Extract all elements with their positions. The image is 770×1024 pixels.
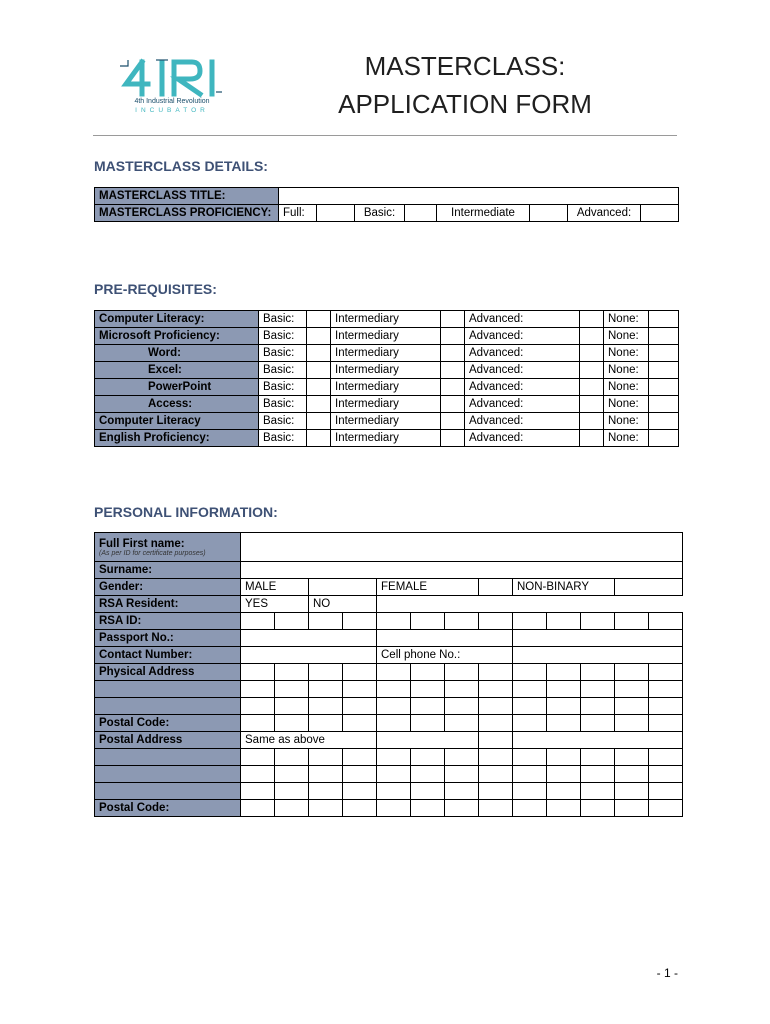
option-basic-label: Basic: xyxy=(355,205,405,222)
prereq-level-label: Advanced: xyxy=(465,396,580,413)
rsa-id-digit-box[interactable] xyxy=(309,613,343,630)
rsa-id-digit-box[interactable] xyxy=(411,613,445,630)
postal-code-box[interactable] xyxy=(513,715,547,732)
postal-code-box[interactable] xyxy=(547,800,581,817)
postal-code-box[interactable] xyxy=(377,715,411,732)
address-char-box[interactable] xyxy=(547,766,581,783)
prereq-row-label: Access: xyxy=(95,396,259,413)
prereq-level-box[interactable] xyxy=(441,345,465,362)
address-char-box[interactable] xyxy=(547,698,581,715)
address-char-box[interactable] xyxy=(445,681,479,698)
same-as-above-label: Same as above xyxy=(241,732,377,749)
contact-number-field[interactable] xyxy=(241,647,377,664)
prereq-level-box[interactable] xyxy=(441,311,465,328)
prereq-row-label: Computer Literacy xyxy=(95,413,259,430)
address-char-box[interactable] xyxy=(547,749,581,766)
resident-no-label: NO xyxy=(309,596,377,613)
address-char-box[interactable] xyxy=(649,749,683,766)
address-char-box[interactable] xyxy=(479,783,513,800)
prereq-level-box[interactable] xyxy=(649,396,679,413)
prereq-level-label: None: xyxy=(604,379,649,396)
address-char-box[interactable] xyxy=(241,783,275,800)
address-char-box[interactable] xyxy=(377,698,411,715)
passport-field-2[interactable] xyxy=(377,630,513,647)
personal-row xyxy=(95,800,683,817)
rsa-id-digit-box[interactable] xyxy=(275,613,309,630)
rsa-id-digit-box[interactable] xyxy=(377,613,411,630)
first-name-field[interactable] xyxy=(241,533,683,562)
address-char-box[interactable] xyxy=(581,766,615,783)
prereq-level-box[interactable] xyxy=(441,328,465,345)
address-char-box[interactable] xyxy=(411,766,445,783)
prereq-level-box[interactable] xyxy=(441,396,465,413)
prereq-row-label: PowerPoint xyxy=(95,379,259,396)
prereq-level-label: None: xyxy=(604,328,649,345)
prereq-level-box[interactable] xyxy=(649,413,679,430)
option-basic-box[interactable] xyxy=(405,205,437,222)
address-char-box[interactable] xyxy=(649,766,683,783)
address-char-box[interactable] xyxy=(547,664,581,681)
first-name-label-text: Full First name: xyxy=(99,538,185,550)
postal-address-field[interactable] xyxy=(513,732,683,749)
section-prereq-heading: PRE-REQUISITES: xyxy=(94,281,217,297)
address-char-box[interactable] xyxy=(513,664,547,681)
postal-code-box[interactable] xyxy=(581,715,615,732)
prereq-level-box[interactable] xyxy=(307,362,331,379)
passport-field[interactable] xyxy=(241,630,377,647)
prereq-row xyxy=(95,345,679,362)
prereq-row xyxy=(95,328,679,345)
postal-code-box[interactable] xyxy=(479,715,513,732)
address-char-box[interactable] xyxy=(343,766,377,783)
prereq-level-box[interactable] xyxy=(441,379,465,396)
postal-address-label: Postal Address xyxy=(95,732,241,749)
option-advanced-box[interactable] xyxy=(641,205,679,222)
page-title-line1: MASTERCLASS: xyxy=(364,51,566,81)
prereq-level-box[interactable] xyxy=(307,413,331,430)
contact-number-label: Contact Number: xyxy=(95,647,241,664)
prereq-level-label: Advanced: xyxy=(465,362,580,379)
prereq-level-box[interactable] xyxy=(307,345,331,362)
personal-row xyxy=(95,783,683,800)
first-name-label xyxy=(95,533,241,562)
postal-code-label-2: Postal Code: xyxy=(95,800,241,817)
prereq-level-label: Advanced: xyxy=(465,430,580,447)
rsa-id-digit-box[interactable] xyxy=(241,613,275,630)
prereq-row xyxy=(95,413,679,430)
logo-incubator: INCUBATOR xyxy=(135,107,209,114)
address-char-box[interactable] xyxy=(343,783,377,800)
postal-code-label: Postal Code: xyxy=(95,715,241,732)
address-char-box[interactable] xyxy=(309,749,343,766)
prereq-level-box[interactable] xyxy=(649,345,679,362)
gender-nonbinary-box[interactable] xyxy=(615,579,683,596)
prereq-level-label: Advanced: xyxy=(465,345,580,362)
personal-row xyxy=(95,698,683,715)
address-char-box[interactable] xyxy=(445,783,479,800)
postal-code-box[interactable] xyxy=(275,800,309,817)
address-char-box[interactable] xyxy=(513,766,547,783)
prereq-level-label: Advanced: xyxy=(465,413,580,430)
address-char-box[interactable] xyxy=(411,783,445,800)
address-char-box[interactable] xyxy=(513,698,547,715)
prereq-level-box[interactable] xyxy=(580,430,604,447)
prereq-level-label: Intermediary xyxy=(331,413,441,430)
prereq-row-label: English Proficiency: xyxy=(95,430,259,447)
prereq-level-box[interactable] xyxy=(649,311,679,328)
postal-code-box[interactable] xyxy=(615,800,649,817)
address-char-box[interactable] xyxy=(581,749,615,766)
address-char-box[interactable] xyxy=(615,749,649,766)
rsa-id-digit-box[interactable] xyxy=(343,613,377,630)
rsa-id-digit-box[interactable] xyxy=(649,613,683,630)
address-char-box[interactable] xyxy=(309,681,343,698)
postal-address-label-blank xyxy=(95,783,241,800)
personal-row xyxy=(95,766,683,783)
resident-blank xyxy=(377,596,683,613)
page-number: - 1 - xyxy=(656,966,678,980)
masterclass-proficiency-label: MASTERCLASS PROFICIENCY: xyxy=(95,205,279,222)
prereq-level-box[interactable] xyxy=(441,362,465,379)
prereq-row xyxy=(95,396,679,413)
prereq-level-label: None: xyxy=(604,430,649,447)
masterclass-title-field[interactable] xyxy=(279,188,679,205)
address-char-box[interactable] xyxy=(513,783,547,800)
physical-address-label-blank xyxy=(95,681,241,698)
address-char-box[interactable] xyxy=(309,783,343,800)
prereq-level-label: Intermediary xyxy=(331,311,441,328)
personal-row xyxy=(95,664,683,681)
personal-row xyxy=(95,715,683,732)
prereq-level-label: Basic: xyxy=(259,328,307,345)
prereq-row-label: Computer Literacy: xyxy=(95,311,259,328)
address-char-box[interactable] xyxy=(479,766,513,783)
prereq-level-box[interactable] xyxy=(441,430,465,447)
prereq-row-label: Excel: xyxy=(95,362,259,379)
prereq-level-box[interactable] xyxy=(580,362,604,379)
address-char-box[interactable] xyxy=(411,698,445,715)
rsa-id-digit-box[interactable] xyxy=(581,613,615,630)
postal-code-box[interactable] xyxy=(445,800,479,817)
prereq-level-box[interactable] xyxy=(307,396,331,413)
address-char-box[interactable] xyxy=(377,749,411,766)
gender-female-box[interactable] xyxy=(479,579,513,596)
postal-code-box[interactable] xyxy=(649,715,683,732)
prereq-row xyxy=(95,379,679,396)
physical-address-label: Physical Address xyxy=(95,664,241,681)
postal-code-box[interactable] xyxy=(309,715,343,732)
personal-row xyxy=(95,647,683,664)
rsa-id-digit-box[interactable] xyxy=(479,613,513,630)
prereq-level-label: None: xyxy=(604,311,649,328)
prereq-level-box[interactable] xyxy=(649,362,679,379)
address-char-box[interactable] xyxy=(275,681,309,698)
address-char-box[interactable] xyxy=(581,698,615,715)
address-char-box[interactable] xyxy=(649,681,683,698)
prereq-level-box[interactable] xyxy=(580,311,604,328)
prereq-level-box[interactable] xyxy=(580,413,604,430)
prereq-level-label: Basic: xyxy=(259,311,307,328)
surname-field[interactable] xyxy=(241,562,683,579)
prereq-level-label: None: xyxy=(604,396,649,413)
address-char-box[interactable] xyxy=(479,664,513,681)
postal-code-box[interactable] xyxy=(241,715,275,732)
masterclass-title-label: MASTERCLASS TITLE: xyxy=(95,188,279,205)
postal-code-box[interactable] xyxy=(343,715,377,732)
address-char-box[interactable] xyxy=(649,783,683,800)
personal-row xyxy=(95,749,683,766)
address-char-box[interactable] xyxy=(275,698,309,715)
prereq-level-label: Intermediary xyxy=(331,396,441,413)
prereq-row xyxy=(95,311,679,328)
rsa-id-digit-box[interactable] xyxy=(513,613,547,630)
rsa-id-digit-box[interactable] xyxy=(445,613,479,630)
same-as-above-field[interactable] xyxy=(377,732,479,749)
prereq-level-box[interactable] xyxy=(307,430,331,447)
address-char-box[interactable] xyxy=(309,698,343,715)
address-char-box[interactable] xyxy=(275,749,309,766)
passport-label: Passport No.: xyxy=(95,630,241,647)
postal-code-box[interactable] xyxy=(479,800,513,817)
address-char-box[interactable] xyxy=(615,766,649,783)
prereq-level-label: Advanced: xyxy=(465,311,580,328)
postal-code-box[interactable] xyxy=(649,800,683,817)
prereq-level-box[interactable] xyxy=(649,430,679,447)
postal-code-box[interactable] xyxy=(411,800,445,817)
address-char-box[interactable] xyxy=(479,698,513,715)
prereq-row xyxy=(95,430,679,447)
postal-code-box[interactable] xyxy=(343,800,377,817)
address-char-box[interactable] xyxy=(615,681,649,698)
address-char-box[interactable] xyxy=(445,664,479,681)
option-intermediate-box[interactable] xyxy=(530,205,568,222)
address-char-box[interactable] xyxy=(343,664,377,681)
cell-phone-label: Cell phone No.: xyxy=(377,647,513,664)
cell-phone-field[interactable] xyxy=(513,647,683,664)
address-char-box[interactable] xyxy=(275,783,309,800)
option-full-label: Full: xyxy=(279,205,317,222)
address-char-box[interactable] xyxy=(377,664,411,681)
address-char-box[interactable] xyxy=(343,698,377,715)
address-char-box[interactable] xyxy=(513,681,547,698)
prereq-level-box[interactable] xyxy=(580,379,604,396)
address-char-box[interactable] xyxy=(377,681,411,698)
address-char-box[interactable] xyxy=(615,698,649,715)
address-char-box[interactable] xyxy=(581,664,615,681)
prereq-level-label: Intermediary xyxy=(331,362,441,379)
prereq-level-label: Intermediary xyxy=(331,345,441,362)
address-char-box[interactable] xyxy=(445,766,479,783)
prereq-level-label: Advanced: xyxy=(465,328,580,345)
address-char-box[interactable] xyxy=(411,749,445,766)
prereq-level-box[interactable] xyxy=(307,379,331,396)
prereq-level-label: None: xyxy=(604,362,649,379)
gender-male-box[interactable] xyxy=(309,579,377,596)
postal-address-label-blank xyxy=(95,766,241,783)
physical-address-label-blank xyxy=(95,698,241,715)
masterclass-table xyxy=(94,187,679,222)
address-char-box[interactable] xyxy=(275,766,309,783)
prereq-row-label: Word: xyxy=(95,345,259,362)
gender-nonbinary-label: NON-BINARY xyxy=(513,579,615,596)
address-char-box[interactable] xyxy=(343,749,377,766)
address-char-box[interactable] xyxy=(479,749,513,766)
address-char-box[interactable] xyxy=(581,681,615,698)
address-char-box[interactable] xyxy=(547,681,581,698)
postal-code-box[interactable] xyxy=(309,800,343,817)
address-char-box[interactable] xyxy=(479,681,513,698)
address-char-box[interactable] xyxy=(615,664,649,681)
address-char-box[interactable] xyxy=(445,749,479,766)
prereq-level-box[interactable] xyxy=(649,328,679,345)
prereq-table xyxy=(94,310,679,447)
prereq-level-label: Basic: xyxy=(259,430,307,447)
prereq-level-label: Basic: xyxy=(259,379,307,396)
address-char-box[interactable] xyxy=(241,766,275,783)
postal-code-box[interactable] xyxy=(581,800,615,817)
postal-code-box[interactable] xyxy=(547,715,581,732)
logo-mark-icon xyxy=(118,58,224,98)
page-title-line2: APPLICATION FORM xyxy=(338,89,592,119)
address-char-box[interactable] xyxy=(275,664,309,681)
address-char-box[interactable] xyxy=(241,681,275,698)
address-char-box[interactable] xyxy=(241,749,275,766)
same-as-above-box[interactable] xyxy=(479,732,513,749)
prereq-level-label: None: xyxy=(604,413,649,430)
personal-row xyxy=(95,681,683,698)
personal-row xyxy=(95,613,683,630)
rsa-id-label: RSA ID: xyxy=(95,613,241,630)
postal-code-box[interactable] xyxy=(445,715,479,732)
prereq-level-label: Advanced: xyxy=(465,379,580,396)
address-char-box[interactable] xyxy=(377,783,411,800)
prereq-level-label: Basic: xyxy=(259,396,307,413)
surname-label: Surname: xyxy=(95,562,241,579)
personal-table xyxy=(94,532,683,817)
postal-code-box[interactable] xyxy=(377,800,411,817)
address-char-box[interactable] xyxy=(343,681,377,698)
address-char-box[interactable] xyxy=(411,681,445,698)
rsa-id-digit-box[interactable] xyxy=(547,613,581,630)
rsa-resident-label: RSA Resident: xyxy=(95,596,241,613)
option-full-box[interactable] xyxy=(317,205,355,222)
gender-female-label: FEMALE xyxy=(377,579,479,596)
prereq-level-box[interactable] xyxy=(441,413,465,430)
prereq-level-label: Intermediary xyxy=(331,328,441,345)
prereq-level-label: Basic: xyxy=(259,362,307,379)
prereq-level-box[interactable] xyxy=(307,328,331,345)
prereq-level-label: Basic: xyxy=(259,345,307,362)
prereq-level-box[interactable] xyxy=(580,396,604,413)
postal-code-box[interactable] xyxy=(513,800,547,817)
prereq-level-box[interactable] xyxy=(649,379,679,396)
prereq-level-label: Intermediary xyxy=(331,379,441,396)
section-personal-heading: PERSONAL INFORMATION: xyxy=(94,504,278,520)
prereq-level-label: None: xyxy=(604,345,649,362)
address-char-box[interactable] xyxy=(309,766,343,783)
address-char-box[interactable] xyxy=(241,664,275,681)
address-char-box[interactable] xyxy=(513,749,547,766)
postal-code-box[interactable] xyxy=(615,715,649,732)
address-char-box[interactable] xyxy=(241,698,275,715)
personal-row xyxy=(95,732,683,749)
header-divider xyxy=(93,135,677,136)
gender-label: Gender: xyxy=(95,579,241,596)
address-char-box[interactable] xyxy=(547,783,581,800)
prereq-row-label: Microsoft Proficiency: xyxy=(95,328,259,345)
address-char-box[interactable] xyxy=(377,766,411,783)
prereq-row xyxy=(95,362,679,379)
address-char-box[interactable] xyxy=(309,664,343,681)
address-char-box[interactable] xyxy=(411,664,445,681)
option-advanced-label: Advanced: xyxy=(568,205,641,222)
prereq-level-box[interactable] xyxy=(307,311,331,328)
prereq-level-box[interactable] xyxy=(580,328,604,345)
rsa-id-digit-box[interactable] xyxy=(615,613,649,630)
gender-male-label: MALE xyxy=(241,579,309,596)
prereq-level-box[interactable] xyxy=(580,345,604,362)
logo-subtitle: 4th Industrial Revolution xyxy=(134,98,210,105)
address-char-box[interactable] xyxy=(615,783,649,800)
prereq-level-label: Intermediary xyxy=(331,430,441,447)
address-char-box[interactable] xyxy=(649,698,683,715)
postal-code-box[interactable] xyxy=(411,715,445,732)
address-char-box[interactable] xyxy=(649,664,683,681)
postal-address-label-blank xyxy=(95,749,241,766)
first-name-note: (As per ID for certificate purposes) xyxy=(99,550,206,557)
passport-field-3[interactable] xyxy=(513,630,683,647)
address-char-box[interactable] xyxy=(581,783,615,800)
postal-code-box[interactable] xyxy=(275,715,309,732)
option-intermediate-label: Intermediate xyxy=(437,205,530,222)
logo xyxy=(118,58,224,116)
resident-yes-label: YES xyxy=(241,596,309,613)
section-masterclass-heading: MASTERCLASS DETAILS: xyxy=(94,158,268,174)
prereq-level-label: Basic: xyxy=(259,413,307,430)
postal-code-box[interactable] xyxy=(241,800,275,817)
personal-row xyxy=(95,630,683,647)
address-char-box[interactable] xyxy=(445,698,479,715)
